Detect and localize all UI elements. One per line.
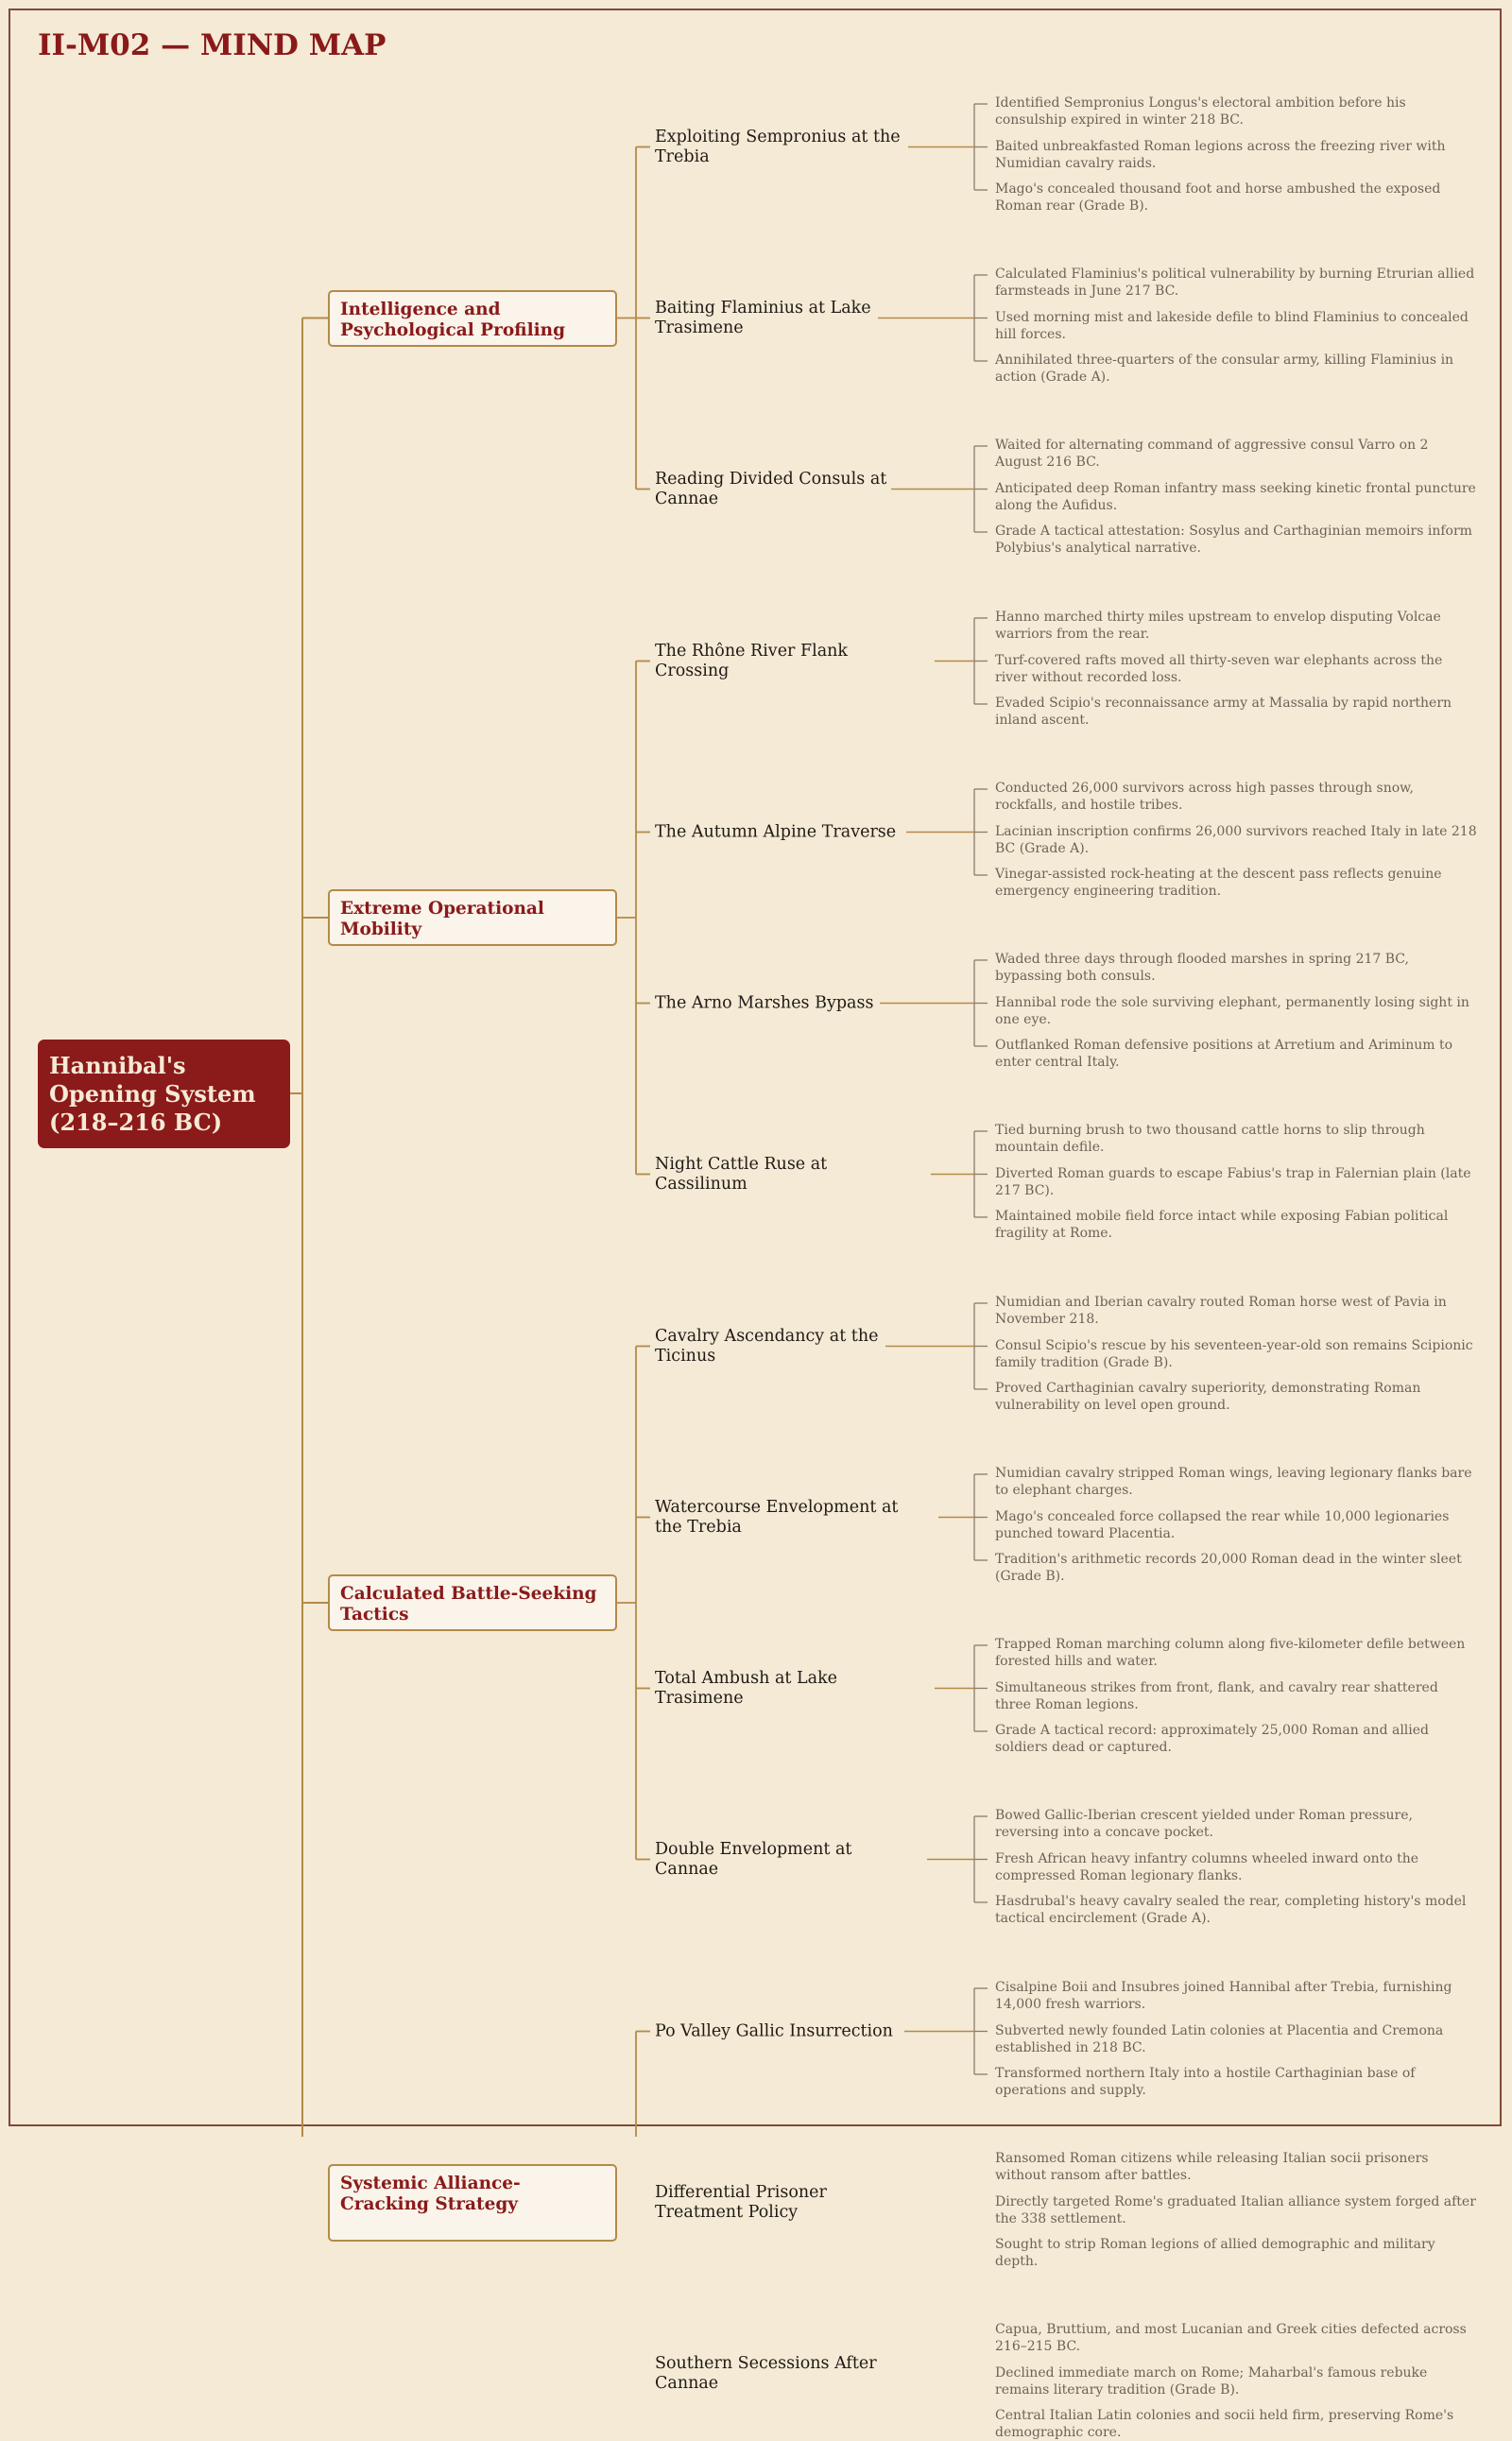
leaf-node[interactable]: Outflanked Roman defensive positions at Arretium and Ariminum to enter central Italy.	[995, 1038, 1453, 1070]
leaf-node[interactable]: Mago's concealed thousand foot and horse ambushed the exposed Roman rear (Grade B).	[995, 181, 1441, 214]
page-title: II-M02 — MIND MAP	[38, 28, 387, 62]
leaf-node[interactable]: Transformed northern Italy into a hostile Carthaginian base of operations and supply.	[995, 2066, 1416, 2098]
subtopic-node[interactable]: Night Cattle Ruse at Cassilinum	[655, 1154, 828, 1194]
leaf-node[interactable]: Trapped Roman marching column along five-kilometer defile between forested hills and water.	[995, 1637, 1466, 1669]
category-node[interactable]: Calculated Battle-Seeking Tactics	[328, 1574, 617, 1631]
leaf-node[interactable]: Annihilated three-quarters of the consular army, killing Flaminius in action (Grade A).	[995, 352, 1454, 385]
leaf-node[interactable]: Vinegar-assisted rock-heating at the descent pass reflects genuine emergency engineering tradition.	[995, 867, 1442, 899]
category-node[interactable]: Systemic Alliance-Cracking Strategy	[328, 2164, 617, 2242]
leaf-node[interactable]: Waded three days through flooded marshes in spring 217 BC, bypassing both consuls.	[995, 952, 1409, 984]
subtopic-node[interactable]: Baiting Flaminius at Lake Trasimene	[655, 298, 871, 337]
subtopic-node[interactable]: Reading Divided Consuls at Cannae	[655, 469, 887, 508]
leaf-node[interactable]: Declined immediate march on Rome; Maharbal's famous rebuke remains literary tradition (Grade B).	[995, 2364, 1428, 2398]
leaf-node[interactable]: Maintained mobile field force intact while exposing Fabian political fragility at Rome.	[995, 1209, 1449, 1241]
leaf-node[interactable]: Anticipated deep Roman infantry mass seeking kinetic frontal puncture along the Aufidus.	[995, 480, 1476, 513]
leaf-node[interactable]: Identified Sempronius Longus's electoral ambition before his consulship expired in winter 218 BC.	[995, 95, 1406, 128]
leaf-node[interactable]: Central Italian Latin colonies and socii held firm, preserving Rome's demographic core.	[995, 2408, 1454, 2440]
subtopic-node[interactable]: Double Envelopment at Cannae	[655, 1839, 852, 1879]
leaf-node[interactable]: Cisalpine Boii and Insubres joined Hannibal after Trebia, furnishing 14,000 fresh warriors.	[995, 1980, 1452, 2012]
leaf-node[interactable]: Diverted Roman guards to escape Fabius's trap in Falernian plain (late 217 BC).	[995, 1165, 1471, 1198]
leaf-node[interactable]: Calculated Flaminius's political vulnerability by burning Etrurian allied farmsteads in June 217 BC.	[995, 266, 1475, 299]
leaf-node[interactable]: Consul Scipio's rescue by his seventeen-year-old son remains Scipionic family tradition (Grade B).	[995, 1337, 1473, 1370]
leaf-node[interactable]: Capua, Bruttium, and most Lucanian and Greek cities defected across 216–215 BC.	[995, 2322, 1467, 2354]
leaf-node[interactable]: Directly targeted Rome's graduated Italian alliance system forged after the 338 settlement.	[995, 2193, 1476, 2226]
subtopic-node[interactable]: Exploiting Sempronius at the Trebia	[655, 127, 901, 166]
leaf-node[interactable]: Lacinian inscription confirms 26,000 survivors reached Italy in late 218 BC (Grade A).	[995, 823, 1477, 856]
subtopic-node[interactable]: Differential Prisoner Treatment Policy	[655, 2182, 827, 2222]
leaf-node[interactable]: Evaded Scipio's reconnaissance army at Massalia by rapid northern inland ascent.	[995, 696, 1452, 728]
leaf-node[interactable]: Conducted 26,000 survivors across high passes through snow, rockfalls, and hostile tribes.	[995, 781, 1414, 813]
subtopic-node[interactable]: The Arno Marshes Bypass	[655, 993, 874, 1012]
subtopic-node[interactable]: The Autumn Alpine Traverse	[655, 822, 897, 841]
leaf-node[interactable]: Baited unbreakfasted Roman legions across the freezing river with Numidian cavalry raids.	[995, 138, 1446, 171]
leaf-node[interactable]: Proved Carthaginian cavalry superiority, demonstrating Roman vulnerability on level open ground.	[995, 1381, 1421, 1413]
leaf-node[interactable]: Subverted newly founded Latin colonies at Placentia and Cremona established in 218 BC.	[995, 2022, 1444, 2055]
leaf-node[interactable]: Grade A tactical attestation: Sosylus and Carthaginian memoirs inform Polybius's analytical narrative.	[995, 524, 1472, 556]
leaf-node[interactable]: Fresh African heavy infantry columns wheeled inward onto the compressed Roman legionary flanks.	[995, 1850, 1419, 1883]
category-node[interactable]: Intelligence and Psychological Profiling	[328, 290, 617, 347]
leaf-node[interactable]: Bowed Gallic-Iberian crescent yielded under Roman pressure, reversing into a concave pocket.	[995, 1808, 1413, 1840]
leaf-node[interactable]: Tied burning brush to two thousand cattle horns to slip through mountain defile.	[995, 1123, 1425, 1155]
subtopic-node[interactable]: The Rhône River Flank Crossing	[655, 641, 849, 680]
leaf-node[interactable]: Hannibal rode the sole surviving elephant, permanently losing sight in one eye.	[995, 994, 1469, 1027]
subtopic-node[interactable]: Total Ambush at Lake Trasimene	[655, 1668, 838, 1708]
category-node[interactable]: Extreme Operational Mobility	[328, 889, 617, 946]
leaf-node[interactable]: Numidian and Iberian cavalry routed Roman horse west of Pavia in November 218.	[995, 1295, 1447, 1327]
leaf-node[interactable]: Grade A tactical record: approximately 25,000 Roman and allied soldiers dead or captured.	[995, 1723, 1430, 1755]
leaf-node[interactable]: Hasdrubal's heavy cavalry sealed the rear, completing history's model tactical encirclement (Grade A).	[995, 1894, 1467, 1926]
subtopic-node[interactable]: Po Valley Gallic Insurrection	[655, 2021, 893, 2040]
subtopic-node[interactable]: Southern Secessions After Cannae	[655, 2353, 877, 2393]
leaf-node[interactable]: Numidian cavalry stripped Roman wings, leaving legionary flanks bare to elephant charges.	[995, 1466, 1472, 1498]
leaf-node[interactable]: Ransomed Roman citizens while releasing Italian socii prisoners without ransom after battles.	[995, 2151, 1429, 2183]
root-node[interactable]: Hannibal's Opening System (218–216 BC)	[38, 1040, 290, 1148]
leaf-node[interactable]: Simultaneous strikes from front, flank, and cavalry rear shattered three Roman legions.	[995, 1679, 1438, 1712]
subtopic-node[interactable]: Cavalry Ascendancy at the Ticinus	[655, 1326, 879, 1366]
subtopic-node[interactable]: Watercourse Envelopment at the Trebia	[655, 1497, 899, 1537]
leaf-node[interactable]: Waited for alternating command of aggressive consul Varro on 2 August 216 BC.	[995, 438, 1429, 470]
leaf-node[interactable]: Tradition's arithmetic records 20,000 Roman dead in the winter sleet (Grade B).	[995, 1552, 1462, 1584]
leaf-node[interactable]: Turf-covered rafts moved all thirty-seven war elephants across the river without recorded loss.	[995, 652, 1443, 685]
leaf-node[interactable]: Used morning mist and lakeside defile to blind Flaminius to concealed hill forces.	[995, 309, 1469, 342]
leaf-node[interactable]: Hanno marched thirty miles upstream to envelop disputing Volcae warriors from the rear.	[995, 610, 1441, 642]
leaf-node[interactable]: Mago's concealed force collapsed the rear while 10,000 legionaries punched toward Placentia.	[995, 1508, 1450, 1541]
leaf-node[interactable]: Sought to strip Roman legions of allied demographic and military depth.	[995, 2237, 1435, 2269]
